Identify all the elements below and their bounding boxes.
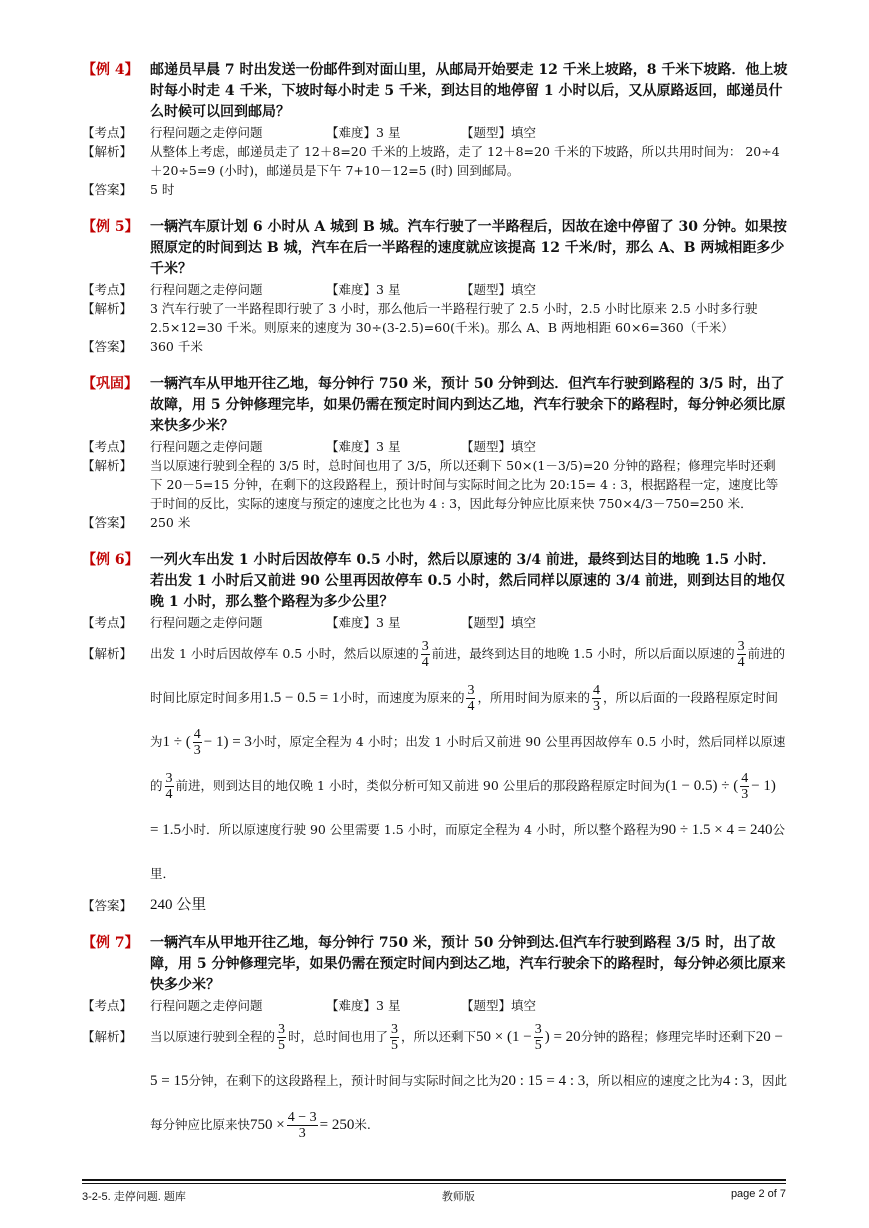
analysis-text: 3 汽车行驶了一半路程即行驶了 3 小时，那么他后一半路程行驶了 2.5 小时，2.5 小时比原来 2.5 小时多行驶 2.5×12=30 千米。则原来的速度为 30÷(3-2.5)=60(千米)。那么 A、B 两地相距 60×6=360（千米） — [150, 301, 758, 335]
fraction-three-quarters: $\frac{3}{4}$ — [737, 639, 745, 670]
fraction-three-quarters: $\frac{3}{4}$ — [467, 683, 475, 714]
daan-label: 【答案】 — [82, 898, 133, 913]
analysis-text: 从整体上考虑，邮递员走了 12＋8=20 千米的上坡路，走了 12＋8=20 千米的下坡路，所以共用时间为： 20÷4＋20÷5=9 (小时)，邮递员是下午 7+10－12=5 (时) 回到邮局。 — [150, 144, 780, 178]
answer-row — [82, 896, 788, 915]
fraction-three-fifths: $\frac{3}{5}$ — [391, 1022, 399, 1053]
analysis-row — [82, 456, 788, 513]
meta-row — [82, 280, 788, 299]
analysis-row — [82, 1015, 788, 1147]
fraction-four-thirds: $\frac{4}{3}$ — [592, 683, 600, 714]
nandu-label: 【难度】 — [326, 125, 377, 140]
problem-tag: 【例 6】 — [82, 552, 139, 568]
kaodian-label: 【考点】 — [82, 125, 133, 140]
problem-example-6 — [82, 550, 788, 915]
nandu-label: 【难度】 — [326, 439, 377, 454]
tixing-label: 【题型】 — [461, 615, 512, 630]
math-expression: 4 : 3 — [722, 1073, 750, 1089]
tixing-label: 【题型】 — [461, 282, 512, 297]
jiexi-label: 【解析】 — [82, 1029, 133, 1044]
math-expression: − 1) = 1.5 — [150, 778, 776, 838]
problem-tag: 【例 4】 — [82, 62, 139, 78]
answer-text: 250 米 — [150, 515, 191, 530]
problem-example-7 — [82, 933, 788, 1147]
kaodian-label: 【考点】 — [82, 439, 133, 454]
fraction-four-thirds: $\frac{4}{3}$ — [193, 727, 201, 758]
jiexi-label: 【解析】 — [82, 144, 133, 159]
analysis-row — [82, 632, 788, 896]
math-expression: = 250 — [319, 1117, 355, 1133]
problem-tag: 【例 7】 — [82, 935, 139, 951]
fraction-three-fifths: $\frac{3}{5}$ — [534, 1022, 542, 1053]
question-text: 邮递员早晨 7 时出发送一份邮件到对面山里，从邮局开始要走 12 千米上坡路，8 千米下坡路．他上坡时每小时走 4 千米，下坡时每小时走 5 千米，到达目的地停留 1 小时以后，又从原路返回，邮递员什么时候可以回到邮局？ — [150, 62, 788, 120]
tixing-label: 【题型】 — [461, 439, 512, 454]
meta-row — [82, 123, 788, 142]
fraction-three-quarters: $\frac{3}{4}$ — [421, 639, 429, 670]
math-expression: − 1) = 3 — [203, 734, 252, 750]
tixing-value: 填空 — [511, 439, 537, 454]
tixing-label: 【题型】 — [461, 998, 512, 1013]
math-expression: 20 : 15 = 4 : 3 — [500, 1073, 586, 1089]
question-text: 一辆汽车从甲地开往乙地，每分钟行 750 米，预计 50 分钟到达.但汽车行驶到路程 3/5 时，出了故障，用 5 分钟修理完毕，如果仍需在预定时间内到达乙地，汽车行驶余下的路程时，每分钟必须比原来快多少米？ — [150, 935, 786, 993]
answer-text: 240 公里 — [150, 897, 207, 913]
tixing-value: 填空 — [511, 125, 537, 140]
math-expression: 20 − 5 = 15 — [150, 1029, 783, 1089]
nandu-value: 3 星 — [376, 615, 401, 630]
page-footer — [82, 1188, 786, 1204]
math-expression: 750 × — [250, 1117, 285, 1133]
jiexi-label: 【解析】 — [82, 646, 133, 661]
page-content — [82, 60, 788, 1165]
kaodian-value: 行程问题之走停问题 — [150, 282, 263, 297]
nandu-value: 3 星 — [376, 998, 401, 1013]
nandu-value: 3 星 — [376, 125, 401, 140]
kaodian-value: 行程问题之走停问题 — [150, 615, 263, 630]
kaodian-value: 行程问题之走停问题 — [150, 998, 263, 1013]
tixing-value: 填空 — [511, 615, 537, 630]
math-expression: 50 × (1 − — [476, 1029, 532, 1045]
problem-example-5 — [82, 217, 788, 356]
answer-text: 360 千米 — [150, 339, 203, 354]
footer-divider — [82, 1183, 786, 1184]
analysis-text: 当以原速行驶到全程的 3/5 时，总时间也用了 3/5，所以还剩下 50×(1－3/5)=20 分钟的路程；修理完毕时还剩下 20－5=15 分钟，在剩下的这段路程上，预计时间与实际时间之比为 20:15= 4 : 3，根据路程一定，速度比等于时间的反比，实际的速度与预定的速度之比也为 4 : 3，因此每分钟应比原来快 750×4/3－750=250 米． — [150, 458, 779, 511]
footer-source: 3-2-5. 走停问题. 题库 — [82, 1191, 186, 1203]
problem-tag: 【例 5】 — [82, 219, 139, 235]
answer-row — [82, 180, 788, 199]
question — [82, 933, 788, 996]
math-expression: (1 − 0.5) ÷ ( — [665, 778, 739, 794]
nandu-value: 3 星 — [376, 439, 401, 454]
answer-row — [82, 337, 788, 356]
analysis-row — [82, 299, 788, 337]
answer-row — [82, 513, 788, 532]
math-expression: ) = 20 — [544, 1029, 581, 1045]
tixing-value: 填空 — [511, 998, 537, 1013]
kaodian-label: 【考点】 — [82, 998, 133, 1013]
kaodian-value: 行程问题之走停问题 — [150, 439, 263, 454]
footer-edition: 教师版 — [441, 1191, 475, 1203]
nandu-label: 【难度】 — [326, 282, 377, 297]
analysis-row — [82, 142, 788, 180]
meta-row — [82, 613, 788, 632]
question — [82, 374, 788, 437]
question-text: 一辆汽车原计划 6 小时从 A 城到 B 城。汽车行驶了一半路程后，因故在途中停留了 30 分钟。如果按照原定的时间到达 B 城，汽车在后一半路程的速度就应该提高 12 千米/时，那么 A、B 两城相距多少千米？ — [150, 219, 787, 277]
meta-row — [82, 996, 788, 1015]
footer-page-number: page 2 of 7 — [730, 1188, 786, 1200]
kaodian-label: 【考点】 — [82, 282, 133, 297]
nandu-label: 【难度】 — [326, 615, 377, 630]
math-expression: 1 ÷ ( — [162, 734, 191, 750]
answer-text: 5 时 — [150, 182, 175, 197]
problem-tag: 【巩固】 — [82, 376, 138, 392]
footer-divider — [82, 1179, 786, 1181]
problem-example-4 — [82, 60, 788, 199]
question — [82, 217, 788, 280]
tixing-label: 【题型】 — [461, 125, 512, 140]
nandu-label: 【难度】 — [326, 998, 377, 1013]
math-expression: 1.5 − 0.5 = 1 — [262, 690, 340, 706]
analysis-text: 出发 1 小时后因故停车 0.5 小时，然后以原速的 $\frac{3}{4}$ 前进，最终到达目的地晚 1.5 小时，所以后面以原速的 $\frac{3}{4}$ 前进的时间比原定时间多用1.5 − 0.5 = 1小时，而速度为原来的 $\frac{3}{4}$ ，所用时间为原来的 $\frac{4}{3}$ ，所以后面的一段路程原定时间为1 ÷ ( $\frac{4}{3}$ − 1) = 3小时，原定全程为 4 小时；出发 1 小时后又前进 90 公里再因故停车 0.5 小时，然后同样以原速的 $\frac{3}{4}$ 前进，则到达目的地仅晚 1 小时，类似分析可知又前进 90 公里后的那段路程原定时间为(1 − 0.5) ÷ ( $\frac{4}{3}$ − 1) = 1.5小时．所以原速度行驶 90 公里需要 1.5 小时，而原定全程为 4 小时，所以整个路程为90 ÷ 1.5 × 4 = 240公里． — [150, 639, 786, 881]
fraction-three-quarters: $\frac{3}{4}$ — [165, 771, 173, 802]
daan-label: 【答案】 — [82, 182, 133, 197]
tixing-value: 填空 — [511, 282, 537, 297]
problem-consolidation — [82, 374, 788, 532]
fraction-three-fifths: $\frac{3}{5}$ — [278, 1022, 286, 1053]
daan-label: 【答案】 — [82, 515, 133, 530]
question — [82, 60, 788, 123]
meta-row — [82, 437, 788, 456]
kaodian-value: 行程问题之走停问题 — [150, 125, 263, 140]
jiexi-label: 【解析】 — [82, 301, 133, 316]
fraction-four-minus-three-over-three: $\frac{4 - 3}{3}$ — [287, 1110, 317, 1141]
question-text: 一辆汽车从甲地开往乙地，每分钟行 750 米，预计 50 分钟到达．但汽车行驶到路程的 3/5 时，出了故障，用 5 分钟修理完毕，如果仍需在预定时间内到达乙地，汽车行驶余下的路程时，每分钟必须比原来快多少米？ — [150, 376, 786, 434]
daan-label: 【答案】 — [82, 339, 133, 354]
math-expression: 90 ÷ 1.5 × 4 = 240 — [661, 822, 773, 838]
analysis-text: 当以原速行驶到全程的 $\frac{3}{5}$ 时，总时间也用了 $\frac{3}{5}$ ，所以还剩下50 × (1 − $\frac{3}{5}$ ) = 20分钟的路程；修理完毕时还剩下20 − 5 = 15分钟，在剩下的这段路程上，预计时间与实际时间之比为20 : 15 = 4 : 3，所以相应的速度之比为4 : 3，因此每分钟应比原来快750 × $\frac{4 - 3}{3}$ = 250米. — [150, 1022, 787, 1141]
jiexi-label: 【解析】 — [82, 458, 133, 473]
fraction-four-thirds: $\frac{4}{3}$ — [741, 771, 749, 802]
question-text: 一列火车出发 1 小时后因故停车 0.5 小时，然后以原速的 3/4 前进，最终到达目的地晚 1.5 小时．若出发 1 小时后又前进 90 公里再因故停车 0.5 小时，然后同样以原速的 3/4 前进，则到达目的地仅晚 1 小时，那么整个路程为多少公里？ — [150, 552, 786, 610]
question — [82, 550, 788, 613]
nandu-value: 3 星 — [376, 282, 401, 297]
kaodian-label: 【考点】 — [82, 615, 133, 630]
